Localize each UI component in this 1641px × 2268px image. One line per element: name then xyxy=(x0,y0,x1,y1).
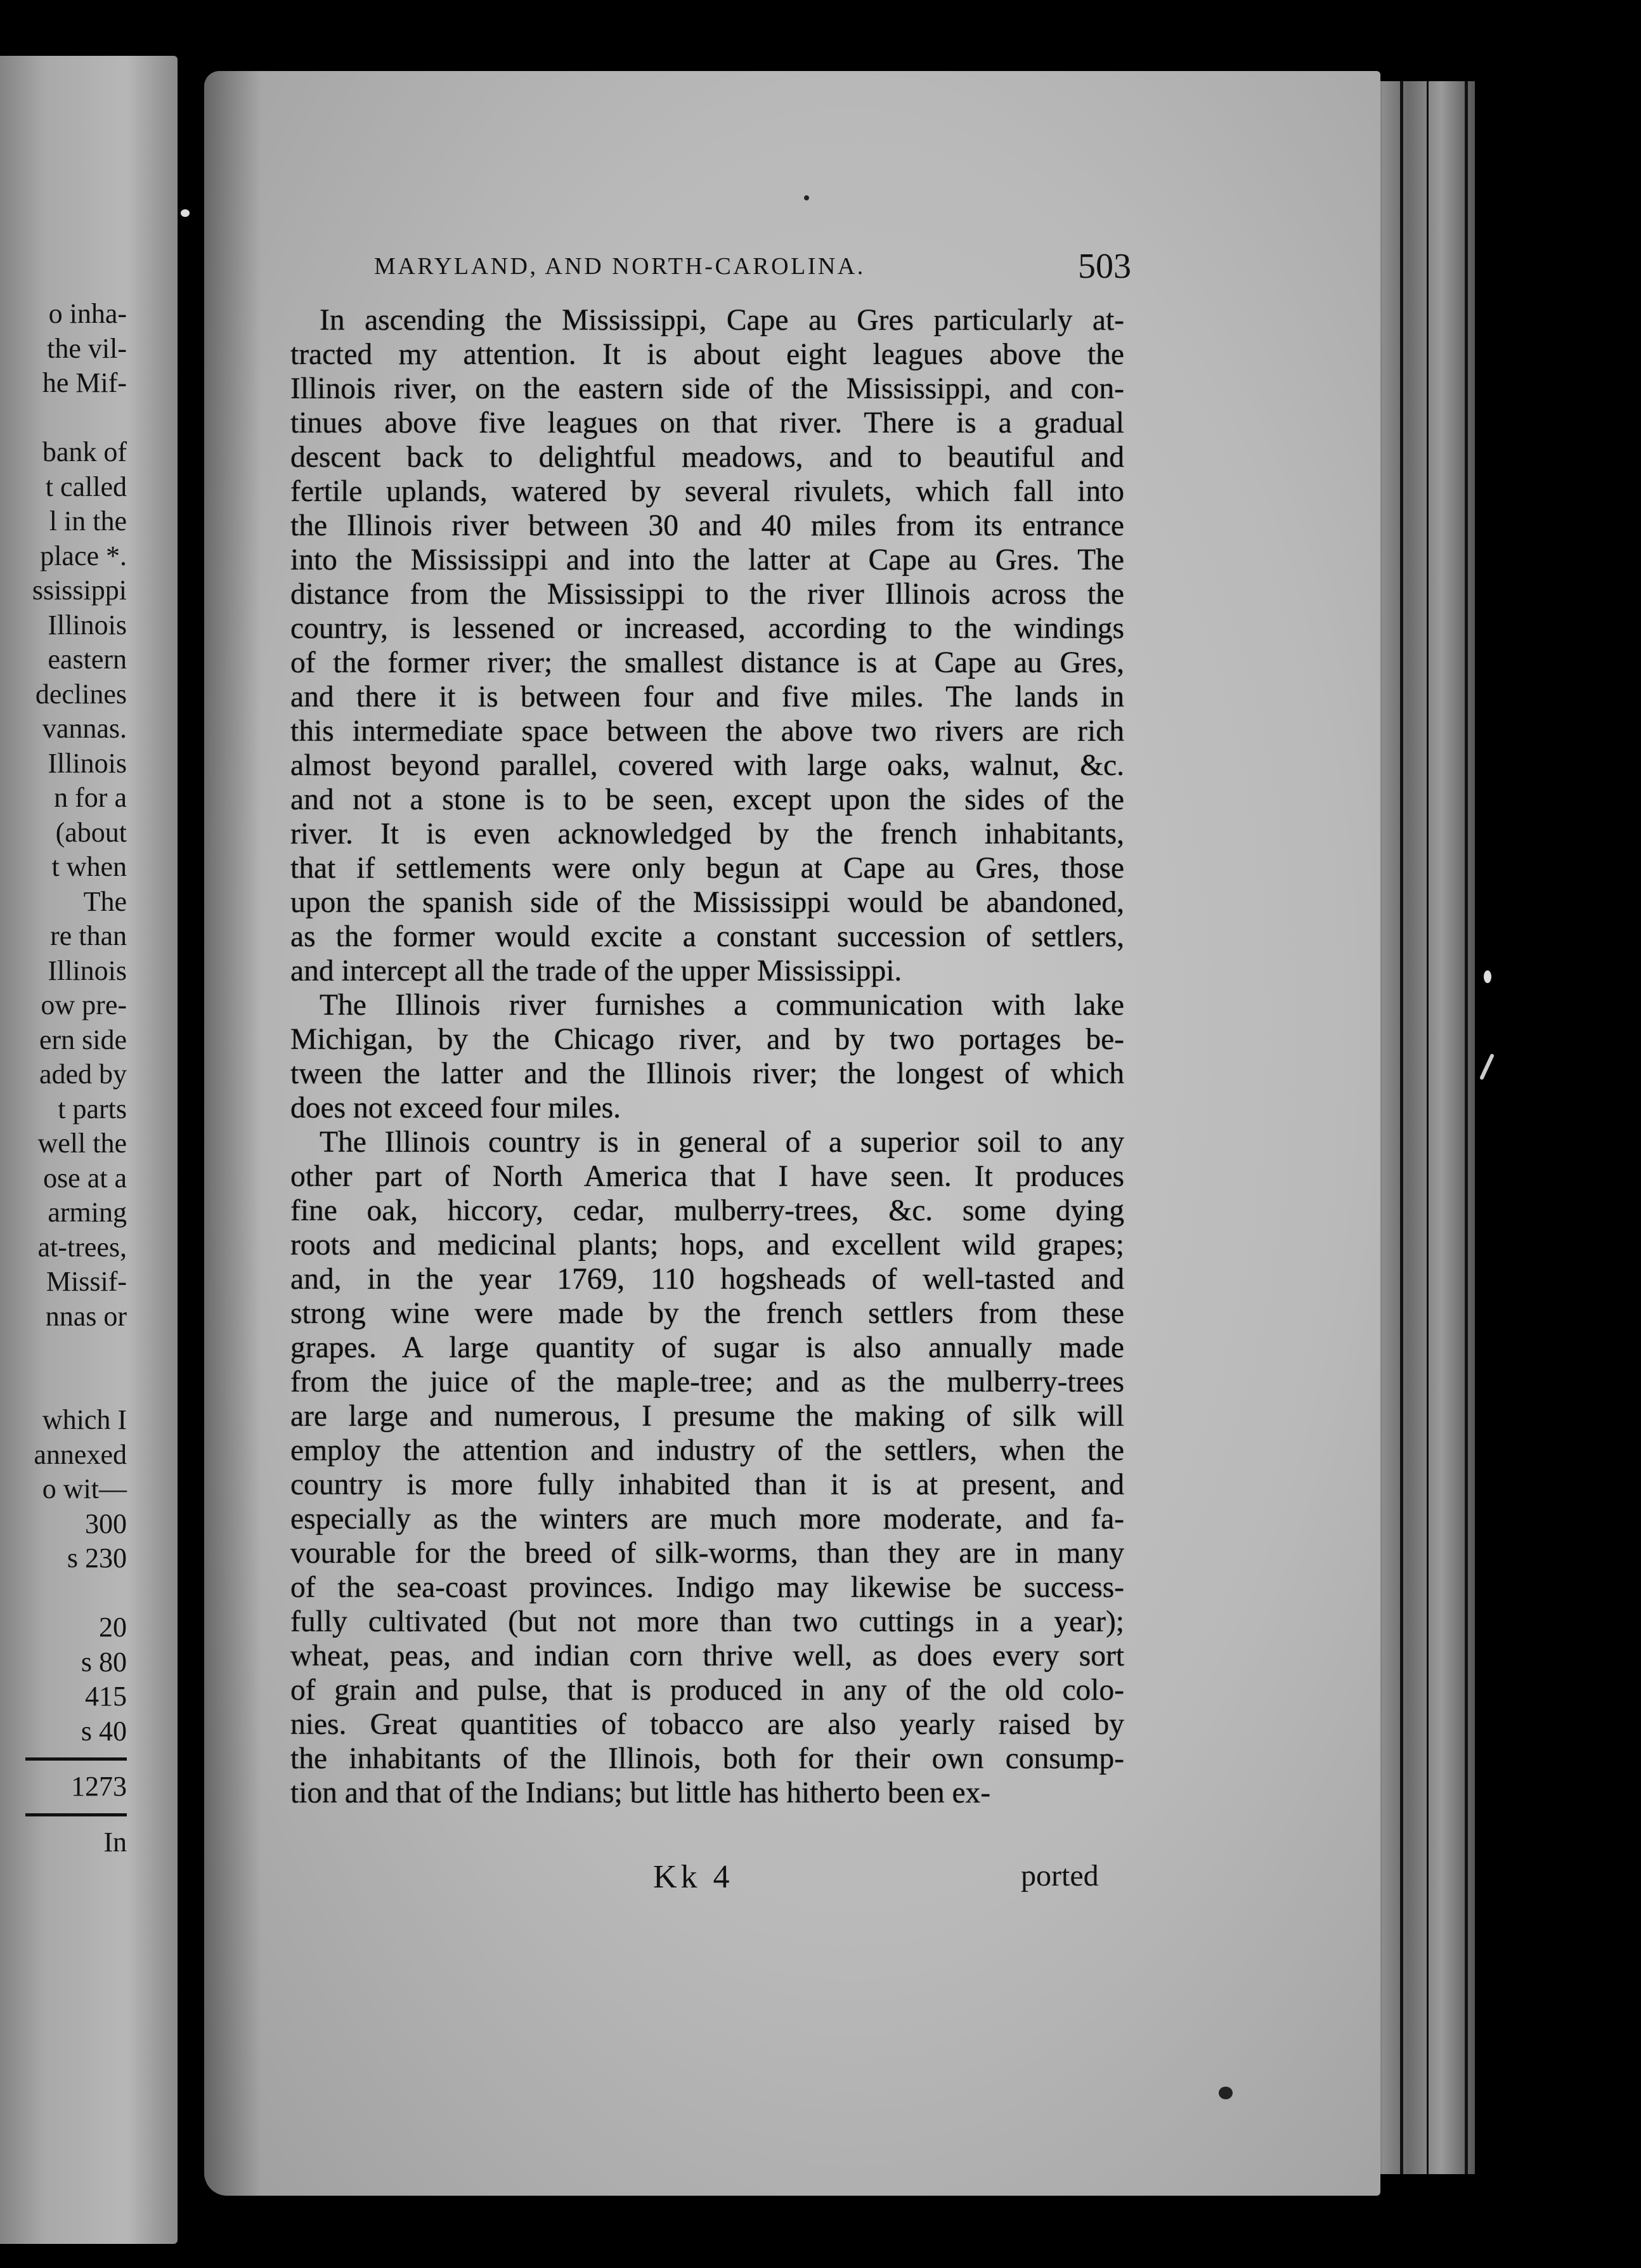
sum-rule xyxy=(25,1757,127,1761)
page-number: 503 xyxy=(1078,247,1131,286)
text-line: wheat, peas, and indian corn thrive well, as does every sort xyxy=(290,1639,1124,1672)
text-line: of the sea-coast provinces. Indigo may likewise be success- xyxy=(290,1571,1124,1604)
text-line: distance from the Mississippi to the river Illinois across the xyxy=(290,578,1124,611)
fragment-line: bank of xyxy=(42,436,127,467)
fragment-line: which I xyxy=(42,1404,127,1435)
text-line: tinues above five leagues on that river. There is a gradual xyxy=(290,407,1124,440)
text-line: of the former river; the smallest distance is at Cape au Gres, xyxy=(290,646,1124,679)
fragment-line: Illinois xyxy=(48,747,127,779)
paper-speck xyxy=(181,209,190,217)
fragment-line: Illinois xyxy=(48,609,127,641)
fragment-line: 20 xyxy=(99,1612,127,1643)
text-line: fine oak, hiccory, cedar, mulberry-trees, &c. some dying xyxy=(290,1194,1124,1227)
fragment-line: he Mif- xyxy=(42,367,127,398)
paper-speck xyxy=(1219,2087,1233,2099)
fragment-line: l in the xyxy=(49,505,127,537)
signature-mark: Kk 4 xyxy=(653,1859,734,1895)
fragment-line: o inha- xyxy=(48,298,127,329)
running-head: MARYLAND, AND NORTH-CAROLINA. xyxy=(374,253,866,280)
fragment-line: vannas. xyxy=(42,713,127,744)
fragment-line: ow pre- xyxy=(41,989,127,1020)
text-line: tion and that of the Indians; but little has hitherto been ex- xyxy=(290,1776,991,1809)
fragment-line: aded by xyxy=(39,1059,127,1090)
text-line: Illinois river, on the eastern side of the Mississippi, and con- xyxy=(290,372,1124,405)
fragment-line: declines xyxy=(35,678,127,710)
fragment-line: the vil- xyxy=(47,332,127,364)
paper-speck xyxy=(1484,970,1491,983)
fragment-line: t when xyxy=(51,851,127,882)
fragment-line xyxy=(0,1369,127,1404)
fragment-line: t called xyxy=(45,471,127,502)
text-line: from the juice of the maple-tree; and as the mulberry-trees xyxy=(290,1365,1124,1398)
catchword: ported xyxy=(1021,1859,1099,1893)
text-line: strong wine were made by the french settlers from these xyxy=(290,1297,1124,1330)
fragment-line: ose at a xyxy=(43,1162,127,1194)
text-line: tracted my attention. It is about eight leagues above the xyxy=(290,338,1124,371)
text-line: country is more fully inhabited than it is at present, and xyxy=(290,1468,1124,1501)
facing-page-text xyxy=(0,297,127,1860)
fragment-line: n for a xyxy=(54,782,127,813)
text-line: Michigan, by the Chicago river, and by two portages be- xyxy=(290,1023,1124,1056)
fragment-line: o wit— xyxy=(42,1473,127,1504)
text-line: tween the latter and the Illinois river; the longest of which xyxy=(290,1057,1124,1090)
text-line: nies. Great quantities of tobacco are also yearly raised by xyxy=(290,1708,1124,1741)
fragment-line: well the xyxy=(37,1128,127,1159)
text-line: are large and numerous, I presume the making of silk will xyxy=(290,1400,1124,1433)
fragment-line: (about xyxy=(55,816,127,848)
fragment-line: re than xyxy=(50,920,127,951)
text-line: fully cultivated (but not more than two cuttings in a year); xyxy=(290,1605,1124,1638)
text-line: and not a stone is to be seen, except upon the sides of the xyxy=(290,783,1124,816)
text-line: descent back to delightful meadows, and to beautiful and xyxy=(290,441,1124,474)
text-line: and intercept all the trade of the upper Mississippi. xyxy=(290,955,902,987)
fragment-line: nnas or xyxy=(45,1300,127,1332)
fragment-line: at-trees, xyxy=(37,1231,127,1263)
fragment-line xyxy=(0,1576,127,1611)
fragment-line: ssissippi xyxy=(32,575,127,606)
fragment-line: place *. xyxy=(40,540,127,571)
page-body xyxy=(290,303,1124,1810)
text-line: The Illinois country is in general of a superior soil to any xyxy=(320,1126,1124,1159)
text-line: roots and medicinal plants; hops, and excellent wild grapes; xyxy=(290,1228,1124,1261)
sum-total: 1273 xyxy=(71,1771,127,1802)
fragment-line: 300 xyxy=(85,1508,127,1539)
fragment-line: s 230 xyxy=(67,1542,127,1574)
fragment-line: The xyxy=(83,885,127,917)
text-line: this intermediate space between the above two rivers are rich xyxy=(290,715,1124,748)
text-line: as the former would excite a constant succession of settlers, xyxy=(290,920,1124,953)
fragment-line: eastern xyxy=(48,644,127,675)
text-line: country, is lessened or increased, according to the windings xyxy=(290,612,1124,645)
text-line: vourable for the breed of silk-worms, than they are in many xyxy=(290,1537,1124,1570)
text-line: grapes. A large quantity of sugar is also annually made xyxy=(290,1331,1124,1364)
text-line: upon the spanish side of the Mississippi would be abandoned, xyxy=(290,886,1124,919)
text-line: river. It is even acknowledged by the french inhabitants, xyxy=(290,818,1124,850)
text-line: of grain and pulse, that is produced in any of the old colo- xyxy=(290,1674,1124,1707)
facing-catchword: In xyxy=(103,1826,127,1858)
text-line: the Illinois river between 30 and 40 miles from its entrance xyxy=(290,509,1124,542)
fragment-line: arming xyxy=(48,1197,127,1228)
sum-rule xyxy=(25,1813,127,1816)
text-line: The Illinois river furnishes a communication with lake xyxy=(320,989,1124,1022)
fragment-line: Missif- xyxy=(46,1266,127,1297)
fragment-line: s 80 xyxy=(81,1646,127,1678)
text-line: employ the attention and industry of the settlers, when the xyxy=(290,1434,1124,1467)
text-line: In ascending the Mississippi, Cape au Gres particularly at- xyxy=(320,304,1124,337)
text-line: the inhabitants of the Illinois, both for their own consump- xyxy=(290,1742,1124,1775)
text-line: and, in the year 1769, 110 hogsheads of well-tasted and xyxy=(290,1263,1124,1296)
paper-speck xyxy=(1479,1053,1495,1080)
paper-speck xyxy=(804,195,809,200)
text-line: fertile uplands, watered by several rivulets, which fall into xyxy=(290,475,1124,508)
text-line: that if settlements were only begun at Cape au Gres, those xyxy=(290,852,1124,885)
text-line: and there it is between four and five miles. The lands in xyxy=(290,681,1124,714)
text-line: especially as the winters are much more moderate, and fa- xyxy=(290,1502,1124,1535)
facing-page-left xyxy=(0,56,178,2244)
text-line: does not exceed four miles. xyxy=(290,1092,621,1124)
fragment-line xyxy=(0,401,127,436)
fragment-line: Illinois xyxy=(48,955,127,986)
fragment-line xyxy=(0,1334,127,1369)
fragment-line: s 40 xyxy=(81,1715,127,1747)
fragment-line: ern side xyxy=(39,1024,127,1055)
fragment-line: t parts xyxy=(58,1093,127,1124)
fragment-line: 415 xyxy=(85,1681,127,1712)
fragment-line: annexed xyxy=(34,1438,127,1470)
text-line: almost beyond parallel, covered with large oaks, walnut, &c. xyxy=(290,749,1124,782)
text-line: other part of North America that I have seen. It produces xyxy=(290,1160,1124,1193)
text-line: into the Mississippi and into the latter at Cape au Gres. The xyxy=(290,544,1124,577)
